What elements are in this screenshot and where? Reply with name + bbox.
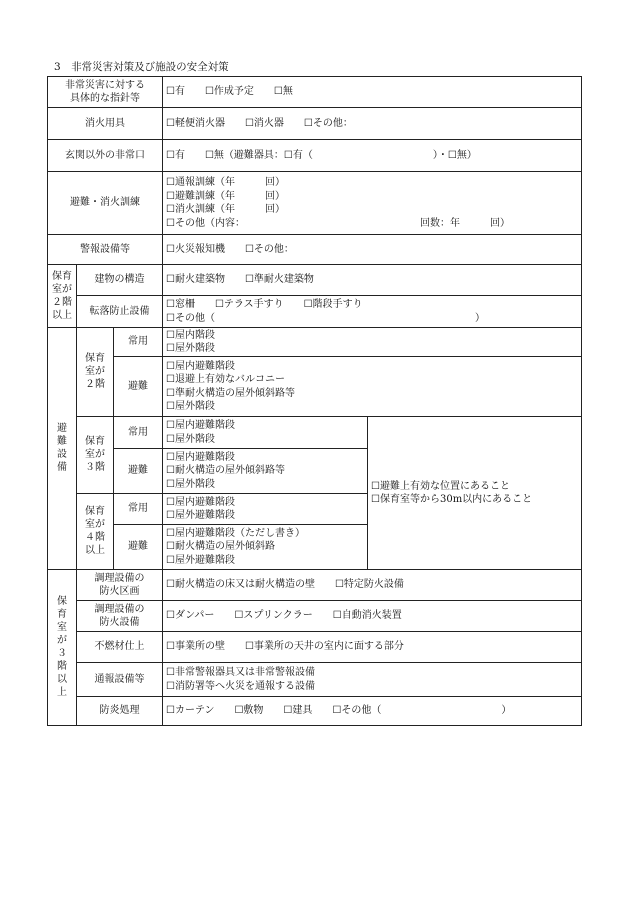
label-kitchen-fire-zone: 調理設備の 防火区画 xyxy=(94,572,145,597)
label-kitchen-fire-equipment: 調理設備の 防火設備 xyxy=(94,603,145,628)
label-notification-equipment: 通報設備等 xyxy=(94,673,145,685)
option-line[interactable]: ☐屋内階段 xyxy=(166,329,215,341)
options-kitchen-fire-equipment[interactable] xyxy=(166,609,578,623)
option-line[interactable]: ☐非常警報器具又は非常警報設備 xyxy=(166,667,315,678)
row-2f-evacuation xyxy=(48,357,582,417)
row-kitchen-fire-zone xyxy=(48,570,582,601)
row-kitchen-fire-equipment xyxy=(48,601,582,632)
row-drills xyxy=(48,172,582,235)
options-notification-equipment[interactable] xyxy=(166,666,578,693)
option-line[interactable]: ☐準耐火構造の屋外傾斜路等 xyxy=(166,387,295,399)
label-fall-prevention: 転落防止設備 xyxy=(89,305,150,317)
option-line[interactable]: ☐避難訓練（年 回） xyxy=(166,190,285,202)
option-line[interactable]: ☐屋外階段 xyxy=(166,478,215,490)
option-line[interactable]: ☐耐火構造の屋外傾斜路 xyxy=(166,541,275,553)
option-line[interactable]: ☐事業所の壁 ☐事業所の天井の室内に面する部分 xyxy=(166,641,404,653)
label-guidelines: 非常災害に対する 具体的な指針等 xyxy=(65,79,145,104)
row-notification-equipment xyxy=(48,663,582,697)
options-drills[interactable] xyxy=(166,176,578,230)
option-line[interactable]: ☐屋内避難階段 xyxy=(166,496,235,508)
option-line[interactable]: ☐屋外避難階段 xyxy=(166,510,235,521)
options-guidelines[interactable] xyxy=(166,85,578,99)
row-noncombustible-finish xyxy=(48,632,582,663)
option-line[interactable]: ☐屋外階段 xyxy=(166,401,215,412)
row-emergency-exit xyxy=(48,140,582,172)
option-line[interactable]: ☐有 ☐作成予定 ☐無 xyxy=(166,86,293,98)
option-line[interactable]: ☐窓柵 ☐テラス手すり ☐階段手すり xyxy=(166,299,363,310)
label-common-4f: 常用 xyxy=(128,503,148,515)
option-line[interactable]: ☐耐火建築物 ☐準耐火建築物 xyxy=(166,274,314,286)
row-fall-prevention xyxy=(48,296,582,328)
options-3f-common[interactable] xyxy=(166,419,364,446)
label-alarm: 警報設備等 xyxy=(80,243,130,255)
option-line[interactable]: ☐消火訓練（年 回） xyxy=(166,204,285,215)
row-3f-common xyxy=(48,417,582,449)
floor-label-4f: 保育 室が ４階 以上 xyxy=(85,506,105,557)
option-line[interactable]: ☐屋外階段 xyxy=(166,343,215,354)
option-line[interactable]: ☐避難上有効な位置にあること xyxy=(371,480,510,492)
option-line[interactable]: ☐火災報知機 ☐その他： xyxy=(166,243,294,255)
group-label-3f: 保 育 室 が ３ 階 以 上 xyxy=(57,596,67,699)
row-flameproofing xyxy=(48,697,582,726)
floor-label-2f: 保育 室が ２階 xyxy=(85,353,105,391)
label-evacuation-4f: 避難 xyxy=(128,541,148,553)
options-fall-prevention[interactable] xyxy=(166,298,578,325)
options-emergency-exit[interactable] xyxy=(166,149,578,163)
options-flameproofing[interactable] xyxy=(166,704,578,718)
label-common-3f: 常用 xyxy=(128,426,148,438)
safety-form-table xyxy=(47,76,582,726)
option-line[interactable]: ☐屋外避難階段 xyxy=(166,554,235,566)
options-2f-common[interactable] xyxy=(166,329,578,356)
option-line[interactable]: ☐屋外階段 xyxy=(166,433,215,445)
option-line[interactable]: ☐消防署等へ火災を通報する設備 xyxy=(166,680,315,692)
label-emergency-exit: 玄関以外の非常口 xyxy=(65,149,145,161)
option-line[interactable]: ☐ダンパー ☐スプリンクラー ☐自動消火装置 xyxy=(166,610,402,622)
section-heading: 3 非常災害対策及び施設の安全対策 xyxy=(54,61,229,73)
options-noncombustible-finish[interactable] xyxy=(166,640,578,654)
option-line[interactable]: ☐屋内避難階段 xyxy=(166,451,235,463)
options-location-conditions[interactable] xyxy=(371,480,578,507)
option-line[interactable]: ☐退避上有効なバルコニー xyxy=(166,374,285,385)
row-2f-common xyxy=(48,328,582,357)
row-alarm xyxy=(48,235,582,265)
option-line[interactable]: ☐屋内避難階段（ただし書き） xyxy=(166,527,305,539)
option-line[interactable]: ☐屋内避難階段 xyxy=(166,360,235,372)
label-building-structure: 建物の構造 xyxy=(94,274,145,286)
floor-label-3f: 保育 室が ３階 xyxy=(85,436,105,474)
options-building-structure[interactable] xyxy=(166,273,578,287)
option-line[interactable]: ☐有 ☐無（避難器具：☐有（ ）・☐無） xyxy=(166,149,477,161)
option-line[interactable]: ☐耐火構造の屋外傾斜路等 xyxy=(166,465,285,477)
option-line[interactable]: ☐通報訓練（年 回） xyxy=(166,177,285,188)
option-line[interactable]: ☐軽便消火器 ☐消火器 ☐その他： xyxy=(166,117,353,129)
group-label-evacuation: 避 難 設 備 xyxy=(57,423,67,474)
row-building-structure xyxy=(48,265,582,296)
label-evacuation-3f: 避難 xyxy=(128,465,148,477)
group-label-2f: 保育 室が ２階 以上 xyxy=(52,270,72,321)
row-extinguishers xyxy=(48,108,582,140)
label-common-2f: 常用 xyxy=(128,336,148,348)
label-noncombustible-finish: 不燃材仕上 xyxy=(94,641,145,653)
options-extinguishers[interactable] xyxy=(166,117,578,131)
options-3f-evacuation[interactable] xyxy=(166,451,364,492)
label-flameproofing: 防炎処理 xyxy=(99,705,140,717)
label-extinguishers: 消火用具 xyxy=(85,117,125,129)
options-2f-evacuation[interactable] xyxy=(166,360,578,414)
option-line[interactable]: ☐屋内避難階段 xyxy=(166,420,235,431)
option-line[interactable]: ☐その他（内容： 回数：年 回） xyxy=(166,217,510,229)
label-evacuation-2f: 避難 xyxy=(128,380,148,392)
option-line[interactable]: ☐保育室等から30m以内にあること xyxy=(371,494,533,505)
options-4f-common[interactable] xyxy=(166,496,364,523)
options-kitchen-fire-zone[interactable] xyxy=(166,578,578,592)
options-4f-evacuation[interactable] xyxy=(166,527,364,568)
label-drills: 避難・消火訓練 xyxy=(70,197,140,209)
option-line[interactable]: ☐その他（ ） xyxy=(166,312,485,324)
row-guidelines xyxy=(48,77,582,108)
option-line[interactable]: ☐耐火構造の床又は耐火構造の壁 ☐特定防火設備 xyxy=(166,579,404,591)
options-alarm[interactable] xyxy=(166,243,578,257)
option-line[interactable]: ☐カーテン ☐敷物 ☐建具 ☐その他（ ） xyxy=(166,705,512,717)
